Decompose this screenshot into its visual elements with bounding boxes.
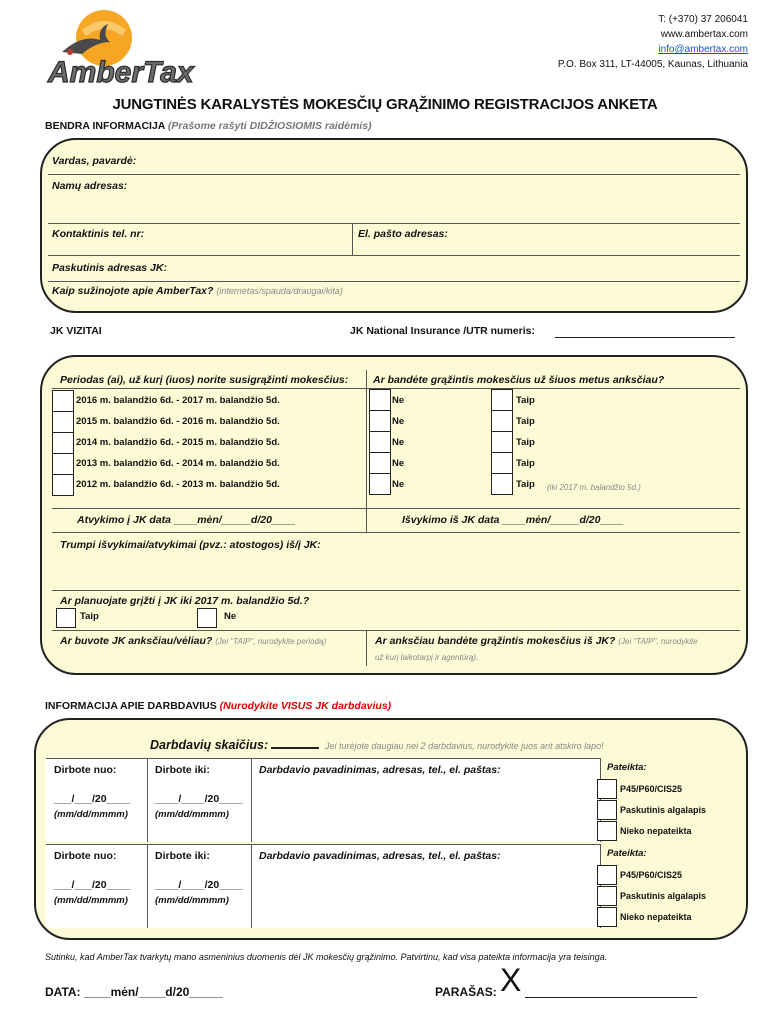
period-label: 2013 m. balandžio 6d. - 2014 m. balandžio 5d. xyxy=(76,458,280,469)
date-field[interactable]: DATA: ____mėn/____d/20_____ xyxy=(45,985,223,999)
employers-heading: INFORMACIJA APIE DARBDAVIUS (Nurodykite VISUS JK darbdavius) xyxy=(45,700,392,712)
tried-no-checkbox[interactable] xyxy=(369,410,391,432)
employer-count-label: Darbdavių skaičius: xyxy=(150,738,269,752)
from-date-input[interactable]: ___/___/20____ xyxy=(54,793,130,805)
provided-option-label: P45/P60/CIS25 xyxy=(620,870,683,880)
provided-option-label: P45/P60/CIS25 xyxy=(620,784,683,794)
divider xyxy=(147,844,148,928)
divider xyxy=(147,758,148,842)
divider xyxy=(52,630,740,631)
employer-count-hint: Jei turėjote daugiau nei 2 darbdavius, nurodykite juos ant atskiro lapo! xyxy=(325,741,604,751)
address-text: P.O. Box 311, LT-44005, Kaunas, Lithuania xyxy=(557,59,748,70)
return-no-checkbox[interactable] xyxy=(197,608,217,628)
period-label: 2015 m. balandžio 6d. - 2016 m. balandžio 5d. xyxy=(76,416,280,427)
tried-no-checkbox[interactable] xyxy=(369,452,391,474)
provided-checkbox[interactable] xyxy=(597,865,617,885)
tried-no-label: Ne xyxy=(392,416,405,427)
tried-before-hint: už kurį laikotarpį ir agentūrą). xyxy=(375,653,479,662)
tried-question: Ar bandėte grąžintis mokesčius už šiuos metus anksčiau? xyxy=(373,374,665,386)
tried-yes-checkbox[interactable] xyxy=(491,431,513,453)
period-label: 2016 m. balandžio 6d. - 2017 m. balandžio 5d. xyxy=(76,395,280,406)
return-question: Ar planuojate grįžti į JK iki 2017 m. balandžio 5d.? xyxy=(60,595,310,607)
date-format-hint: (mm/dd/mmmm) xyxy=(155,895,229,906)
provided-checkbox[interactable] xyxy=(597,779,617,799)
signature-input[interactable] xyxy=(525,997,697,998)
tried-no-checkbox[interactable] xyxy=(369,473,391,495)
email-label: El. pašto adresas: xyxy=(358,228,448,240)
tried-no-label: Ne xyxy=(392,437,405,448)
short-trips-label: Trumpi išvykimai/atvykimai (pvz.: atostogos) iš/į JK: xyxy=(60,539,321,551)
divider xyxy=(48,281,740,282)
tried-yes-label: Taip xyxy=(516,437,535,448)
period-checkbox[interactable] xyxy=(52,432,74,454)
divider xyxy=(251,844,252,928)
tried-no-checkbox[interactable] xyxy=(369,389,391,411)
to-date-input[interactable]: ____/____/20____ xyxy=(155,879,243,891)
been-before-label: Ar buvote JK anksčiau/vėliau? (Jei "TAIP", nurodykite periodą) xyxy=(60,635,327,647)
tried-no-label: Ne xyxy=(392,458,405,469)
employer-details-label: Darbdavio pavadinimas, adresas, tel., el. paštas: xyxy=(259,764,501,776)
tried-yes-label: Taip xyxy=(516,416,535,427)
provided-checkbox[interactable] xyxy=(597,886,617,906)
period-question: Periodas (ai), už kurį (iuos) norite susigrąžinti mokesčius: xyxy=(60,374,349,386)
arrival-date[interactable]: Atvykimo į JK data ____mėn/_____d/20____ xyxy=(77,514,296,526)
period-label: 2014 m. balandžio 6d. - 2015 m. balandžio 5d. xyxy=(76,437,280,448)
how-found-label: Kaip sužinojote apie AmberTax? (internetas/spauda/draugai/kita) xyxy=(52,285,343,297)
contact-block xyxy=(558,12,748,72)
tried-yes-label: Taip xyxy=(516,395,535,406)
phone-text: T: (+370) 37 206041 xyxy=(658,14,748,25)
provided-option-label: Nieko nepateikta xyxy=(620,912,692,922)
tried-before-label: Ar anksčiau bandėte grąžintis mokesčius iš JK? (Jei "TAIP", nurodykite xyxy=(375,635,698,647)
last-row-note: (iki 2017 m. balandžio 5d.) xyxy=(547,483,641,492)
divider xyxy=(366,508,367,532)
provided-label: Pateikta: xyxy=(607,762,647,773)
tried-no-label: Ne xyxy=(392,479,405,490)
return-yes-checkbox[interactable] xyxy=(56,608,76,628)
email-link[interactable]: info@ambertax.com xyxy=(658,44,748,55)
tried-no-label: Ne xyxy=(392,395,405,406)
phone-label: Kontaktinis tel. nr: xyxy=(52,228,145,240)
ni-input[interactable] xyxy=(555,337,735,338)
tried-yes-checkbox[interactable] xyxy=(491,452,513,474)
period-checkbox[interactable] xyxy=(52,453,74,475)
web-text[interactable]: www.ambertax.com xyxy=(660,29,748,40)
consent-text: Sutinku, kad AmberTax tvarkytų mano asmeninius duomenis dėl JK mokesčių grąžinimo. Patvirtinu, kad visa pateikta informacija yra teisinga. xyxy=(45,952,608,962)
ambertax-logo xyxy=(42,8,212,88)
worked-from-label: Dirbote nuo: xyxy=(54,850,117,862)
divider xyxy=(48,223,740,224)
to-date-input[interactable]: ____/____/20____ xyxy=(155,793,243,805)
divider xyxy=(366,630,367,666)
divider xyxy=(352,223,353,255)
date-format-hint: (mm/dd/mmmm) xyxy=(54,809,128,820)
page-title: JUNGTINĖS KARALYSTĖS MOKESČIŲ GRĄŽINIMO REGISTRACIJOS ANKETA xyxy=(112,96,658,113)
tried-yes-label: Taip xyxy=(516,479,535,490)
worked-from-label: Dirbote nuo: xyxy=(54,764,117,776)
date-format-hint: (mm/dd/mmmm) xyxy=(155,809,229,820)
general-heading: BENDRA INFORMACIJA (Prašome rašyti DIDŽIOSIOMIS raidėmis) xyxy=(45,120,372,132)
divider xyxy=(48,255,740,256)
provided-option-label: Paskutinis algalapis xyxy=(620,805,707,815)
tried-no-checkbox[interactable] xyxy=(369,431,391,453)
signature-mark: X xyxy=(500,962,522,998)
period-checkbox[interactable] xyxy=(52,390,74,412)
logo-wordmark: AmberTax xyxy=(48,56,194,88)
signature-label: PARAŠAS: xyxy=(435,985,497,999)
divider xyxy=(48,174,740,175)
employer-count-input[interactable] xyxy=(271,747,319,749)
departure-date[interactable]: Išvykimo iš JK data ____mėn/_____d/20____ xyxy=(402,514,624,526)
tried-yes-checkbox[interactable] xyxy=(491,473,513,495)
divider xyxy=(366,370,367,510)
date-format-hint: (mm/dd/mmmm) xyxy=(54,895,128,906)
home-address-label: Namų adresas: xyxy=(52,180,128,192)
divider xyxy=(52,590,740,591)
return-no-label: Ne xyxy=(224,611,237,622)
divider xyxy=(251,758,252,842)
from-date-input[interactable]: ___/___/20____ xyxy=(54,879,130,891)
divider xyxy=(52,532,740,533)
worked-to-label: Dirbote iki: xyxy=(155,850,210,862)
tried-yes-checkbox[interactable] xyxy=(491,389,513,411)
provided-option-label: Nieko nepateikta xyxy=(620,826,692,836)
visits-heading: JK VIZITAI xyxy=(50,325,102,337)
name-label: Vardas, pavardė: xyxy=(52,155,137,167)
return-yes-label: Taip xyxy=(80,611,99,622)
tried-yes-label: Taip xyxy=(516,458,535,469)
provided-checkbox[interactable] xyxy=(597,907,617,927)
tried-yes-checkbox[interactable] xyxy=(491,410,513,432)
last-uk-address-label: Paskutinis adresas JK: xyxy=(52,262,167,274)
provided-checkbox[interactable] xyxy=(597,821,617,841)
provided-label: Pateikta: xyxy=(607,848,647,859)
ni-label: JK National Insurance /UTR numeris: xyxy=(350,325,535,337)
employer-details-label: Darbdavio pavadinimas, adresas, tel., el. paštas: xyxy=(259,850,501,862)
period-checkbox[interactable] xyxy=(52,474,74,496)
divider xyxy=(52,388,740,389)
provided-option-label: Paskutinis algalapis xyxy=(620,891,707,901)
divider xyxy=(52,508,740,509)
provided-checkbox[interactable] xyxy=(597,800,617,820)
period-label: 2012 m. balandžio 6d. - 2013 m. balandžio 5d. xyxy=(76,479,280,490)
period-checkbox[interactable] xyxy=(52,411,74,433)
worked-to-label: Dirbote iki: xyxy=(155,764,210,776)
